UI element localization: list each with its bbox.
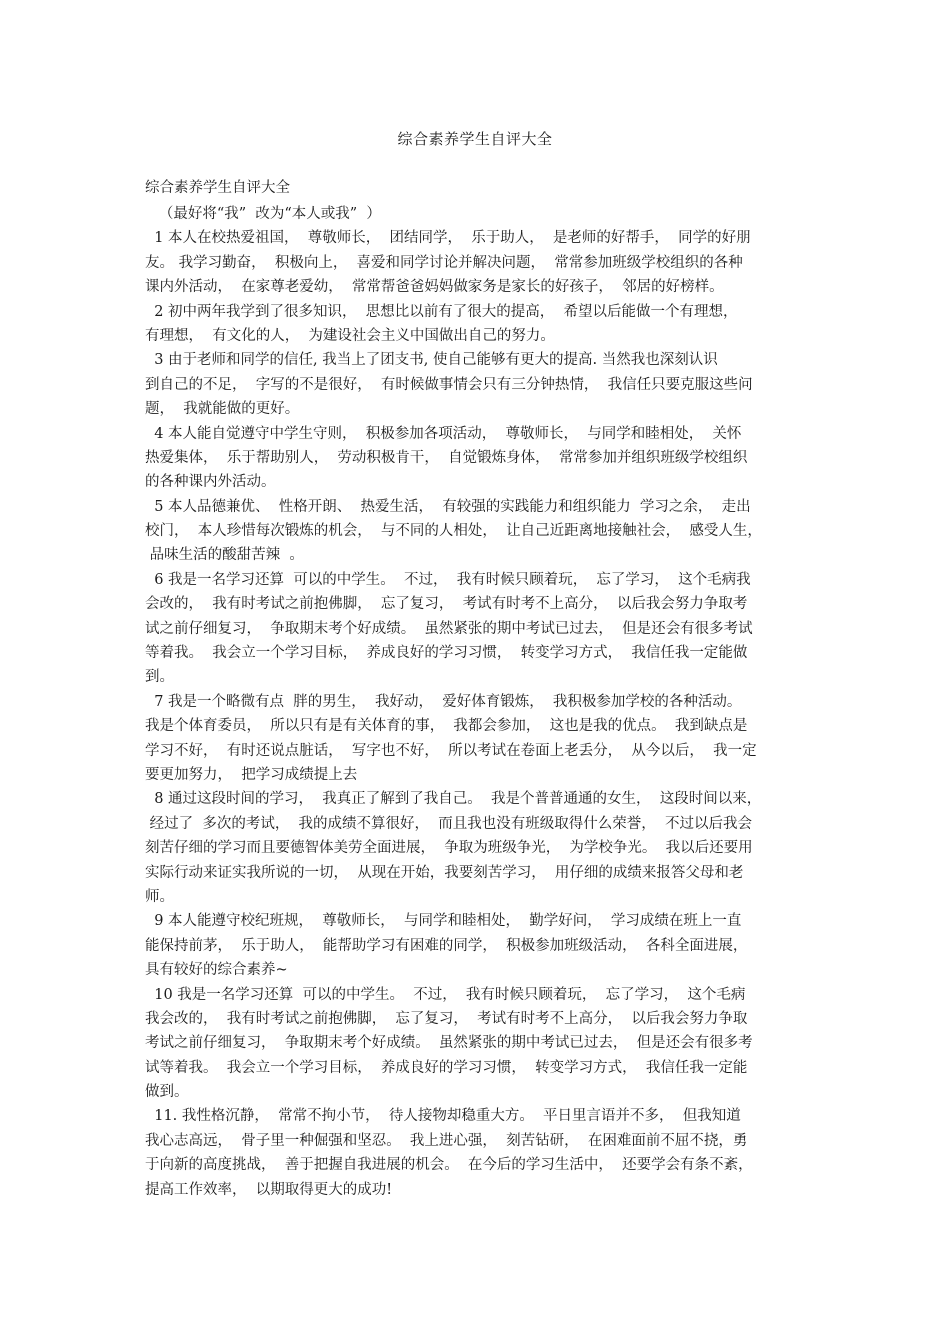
paragraph-line: 会改的， 我有时考试之前抱佛脚， 忘了复习， 考试有时考不上高分， 以后我会努力争取考	[145, 596, 748, 613]
paragraph-line: 经过了 多次的考试， 我的成绩不算很好， 而且我也没有班级取得什么荣誉， 不过以后我会	[145, 815, 752, 832]
paragraph-1	[145, 226, 815, 299]
paragraph-6	[145, 568, 815, 690]
paragraph-line: 1 本人在校热爱祖国， 尊敬师长， 团结同学， 乐于助人， 是老师的好帮手， 同学的好朋	[145, 230, 751, 247]
paragraph-4	[145, 422, 815, 495]
paragraph-line: 有理想， 有文化的人， 为建设社会主义中国做出自己的努力。	[145, 327, 555, 344]
paragraph-line: 于向新的高度挑战， 善于把握自我进展的机会。 在今后的学习生活中， 还要学会有条不紊，	[145, 1157, 753, 1174]
paragraph-line: 刻苦仔细的学习而且要德智体美劳全面进展， 争取为班级争光， 为学校争光。 我以后还要用	[145, 840, 753, 857]
paragraph-line: 2 初中两年我学到了很多知识， 思想比以前有了很大的提高， 希望以后能做一个有理想，	[145, 303, 738, 320]
paragraph-3	[145, 348, 815, 421]
paragraph-line: 师。	[145, 888, 174, 905]
paragraph-line: 做到。	[145, 1084, 189, 1101]
paragraph-10	[145, 983, 815, 1105]
paragraph-line: 8 通过这段时间的学习， 我真正了解到了我自己。 我是个普普通通的女生， 这段时间以来，	[145, 791, 762, 808]
paragraph-line: 我心志高远， 骨子里一种倔强和坚忍。 我上进心强， 刻苦钻研， 在困难面前不屈不挠，勇	[145, 1132, 748, 1149]
paragraph-line: 实际行动来证实我所说的一切， 从现在开始，我要刻苦学习， 用仔细的成绩来报答父母和老	[145, 864, 744, 881]
paragraph-11	[145, 1104, 815, 1202]
paragraph-line: 到。	[145, 669, 174, 686]
paragraph-line: 能保持前茅， 乐于助人， 能帮助学习有困难的同学， 积极参加班级活动， 各科全面进展，	[145, 937, 748, 954]
paragraph-line: 具有较好的综合素养~	[145, 962, 288, 979]
paragraph-line: 我会改的， 我有时考试之前抱佛脚， 忘了复习， 考试有时考不上高分， 以后我会努力争取	[145, 1010, 748, 1027]
paragraph-line: 试之前仔细复习， 争取期末考个好成绩。 虽然紧张的期中考试已过去， 但是还会有很多考试	[145, 620, 753, 637]
document-body	[145, 176, 815, 1202]
paragraph-line: 7 我是一个略微有点 胖的男生， 我好动， 爱好体育锻炼， 我积极参加学校的各种活动。	[145, 693, 742, 710]
paragraph-line: 5 本人品德兼优、 性格开朗、 热爱生活， 有较强的实践能力和组织能力 学习之余， 走出	[145, 498, 751, 515]
paragraph-2	[145, 300, 815, 349]
paragraph-line: 热爱集体， 乐于帮助别人， 劳动积极肯干， 自觉锻炼身体， 常常参加并组织班级学校组织	[145, 449, 748, 466]
paragraph-line: 我是个体育委员， 所以只有是有关体育的事， 我都会参加， 这也是我的优点。 我到缺点是	[145, 718, 748, 735]
paragraph-line: 要更加努力， 把学习成绩提上去	[145, 766, 358, 783]
document-title: 综合素养学生自评大全	[397, 130, 553, 148]
paragraph-line: 10 我是一名学习还算 可以的中学生。 不过， 我有时候只顾着玩， 忘了学习， 这个毛病	[145, 986, 746, 1003]
paragraph-line: 6 我是一名学习还算 可以的中学生。 不过， 我有时候只顾着玩， 忘了学习， 这个毛病我	[145, 571, 751, 588]
document-subtitle: 综合素养学生自评大全	[145, 180, 290, 196]
paragraph-line: 提高工作效率， 以期取得更大的成功!	[145, 1181, 393, 1198]
paragraph-line: 品味生活的酸甜苦辣 。	[145, 547, 304, 564]
paragraph-line: 友。 我学习勤奋， 积极向上， 喜爱和同学讨论并解决问题， 常常参加班级学校组织的各种	[145, 254, 743, 271]
paragraph-line: 9 本人能遵守校纪班规， 尊敬师长， 与同学和睦相处， 勤学好问， 学习成绩在班上一直	[145, 913, 742, 930]
paragraph-line: 11. 我性格沉静， 常常不拘小节， 待人接物却稳重大方。 平日里言语并不多， 但我知道	[145, 1108, 741, 1125]
paragraph-line: 题， 我就能做的更好。	[145, 401, 300, 418]
paragraph-5	[145, 495, 815, 568]
paragraph-line: 4 本人能自觉遵守中学生守则， 积极参加各项活动， 尊敬师长， 与同学和睦相处， 关怀	[145, 425, 742, 442]
paragraph-line: 课内外活动， 在家尊老爱幼， 常常帮爸爸妈妈做家务是家长的好孩子， 邻居的好榜样。	[145, 279, 724, 296]
paragraph-line: 试等着我。 我会立一个学习目标， 养成良好的学习习惯， 转变学习方式， 我信任我一定能	[145, 1059, 748, 1076]
paragraph-line: 到自己的不足， 字写的不是很好， 有时候做事情会只有三分钟热情， 我信任只要克服这些问	[145, 376, 753, 393]
paragraph-7	[145, 690, 815, 788]
paragraph-line: 的各种课内外活动。	[145, 474, 276, 491]
paragraph-8	[145, 787, 815, 909]
document-note: （最好将“我” 改为“本人或我” ）	[145, 206, 381, 222]
paragraph-line: 考试之前仔细复习， 争取期末考个好成绩。 虽然紧张的期中考试已过去， 但是还会有很多考	[145, 1035, 753, 1052]
paragraph-line: 学习不好， 有时还说点脏话， 写字也不好， 所以考试在卷面上老丢分， 从今以后， 我一定	[145, 742, 757, 759]
paragraph-line: 3 由于老师和同学的信任, 我当上了团支书, 使自己能够有更大的提高. 当然我也深刻认识	[145, 352, 718, 369]
paragraph-9	[145, 909, 815, 982]
paragraph-line: 校门， 本人珍惜每次锻炼的机会， 与不同的人相处， 让自己近距离地接触社会， 感受人生，	[145, 523, 762, 540]
paragraph-line: 等着我。 我会立一个学习目标， 养成良好的学习习惯， 转变学习方式， 我信任我一定能做	[145, 645, 748, 662]
